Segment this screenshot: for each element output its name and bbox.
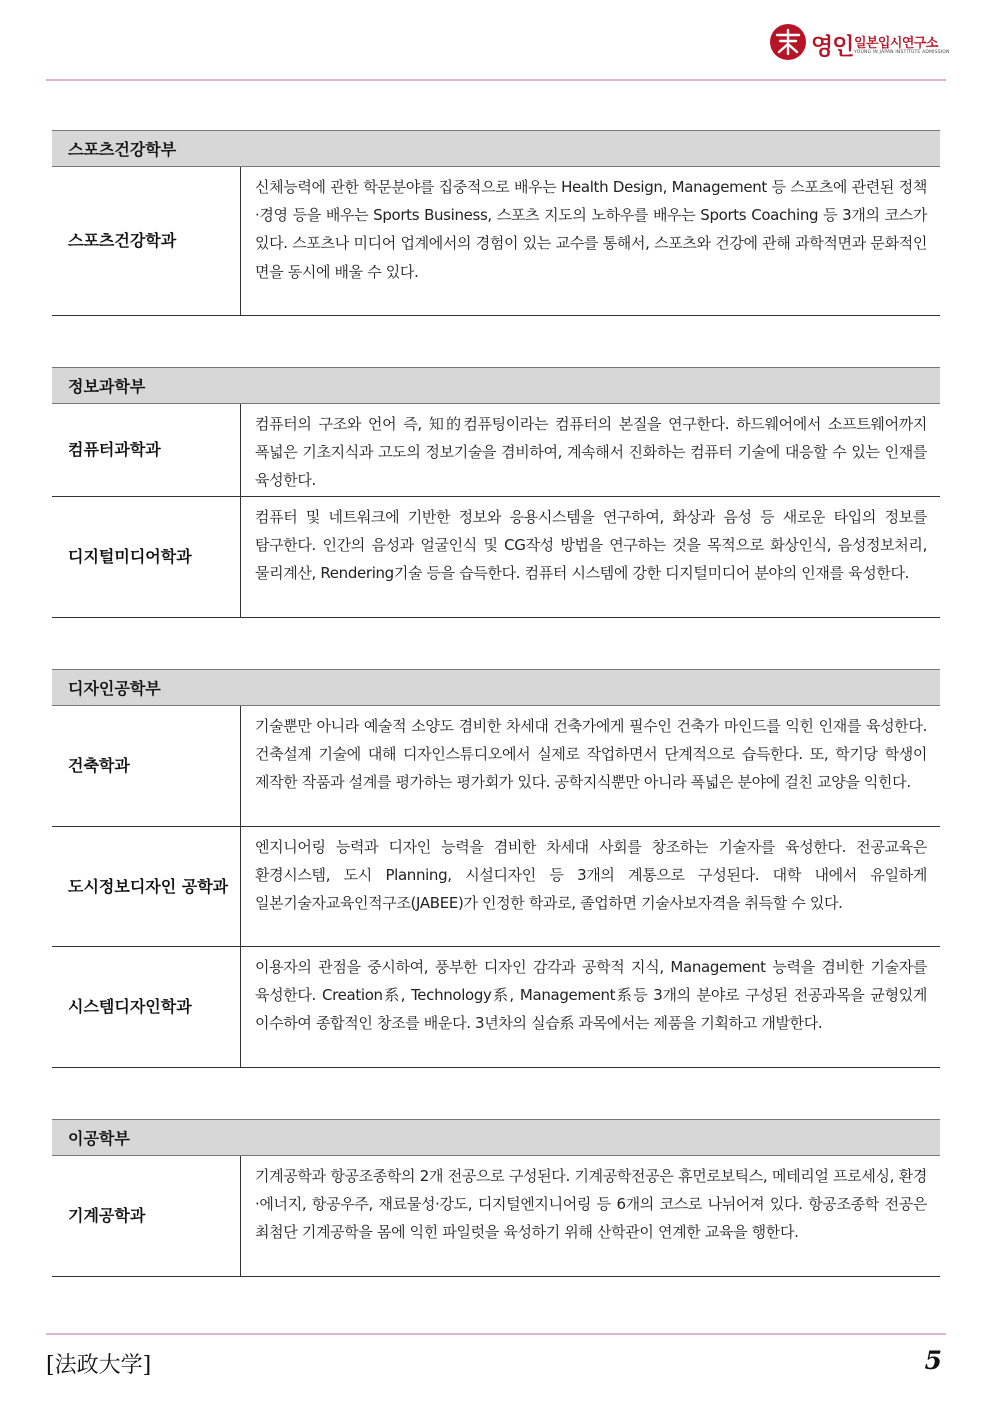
faculty-title: 이공학부 [52, 1119, 940, 1156]
department-row [52, 706, 940, 827]
faculty-section [52, 1119, 940, 1277]
brand-english: YOUNG IN JAPAN INSTITUTE ADMISSION [854, 50, 950, 55]
department-description: 엔지니어링 능력과 디자인 능력을 겸비한 차세대 사회를 창조하는 기술자를 육성한다. 전공교육은 환경시스템, 도시 Planning, 시설디자인 등 3개의 계통으로 구성된다. 대학 내에서 유일하게 일본기술자교육인적구조(JABEE)가 인정한 학과로, 졸업하면 기술사보자격을 취득할 수 있다. [255, 838, 927, 913]
faculty-title: 정보과학부 [52, 367, 940, 404]
school-name: [法政大学] [46, 1353, 152, 1378]
faculty-title: 스포츠건강학부 [52, 130, 940, 167]
faculty-section [52, 367, 940, 618]
faculty-section [52, 130, 940, 316]
department-description: 기계공학과 항공조종학의 2개 전공으로 구성된다. 기계공학전공은 휴먼로보틱스, 메테리얼 프로세싱, 환경·에너지, 항공우주, 재료물성·강도, 디지털엔지니어링 등 6개의 코스로 나뉘어져 있다. 항공조종학 전공은 최첨단 기계공학을 몸에 익힌 파일럿을 육성하기 위해 산학관이 연계한 교육을 행한다. [255, 1167, 927, 1242]
department-name: 디지털미디어학과 [52, 497, 241, 617]
department-description: 이용자의 관점을 중시하여, 풍부한 디자인 감각과 공학적 지식, Management 능력을 겸비한 기술자를 육성한다. Creation系, Technology系, Management系등 3개의 분야로 구성된 전공과목을 균형있게 이수하여 종합적인 창조를 배운다. 3년차의 실습系 과목에서는 제품을 기획하고 개발한다. [255, 958, 927, 1033]
department-name: 건축학과 [52, 706, 241, 826]
brand-subtitle: 일본입시연구소 [854, 36, 938, 51]
department-name: 도시정보디자인 공학과 [52, 827, 241, 946]
department-name: 컴퓨터과학과 [52, 404, 241, 496]
department-name: 기계공학과 [52, 1156, 241, 1276]
department-description: 기술뿐만 아니라 예술적 소양도 겸비한 차세대 건축가에게 필수인 건축가 마인드를 익힌 인재를 육성한다. 건축설계 기술에 대해 디자인스튜디오에서 실제로 작업하면서 단계적으로 습득한다. 또, 학기당 학생이 제작한 작품과 설계를 평가하는 평가회가 있다. 공학지식뿐만 아니라 폭넓은 분야에 걸친 교양을 익힌다. [255, 717, 927, 792]
department-name: 시스템디자인학과 [52, 947, 241, 1067]
faculty-section [52, 669, 940, 1068]
department-row [52, 1156, 940, 1277]
faculty-title: 디자인공학부 [52, 669, 940, 706]
brand-name: 영인 [811, 34, 854, 60]
institute-logo [768, 20, 958, 68]
department-name: 스포츠건강학과 [52, 167, 241, 315]
page-number: 5 [924, 1346, 942, 1375]
department-description: 신체능력에 관한 학문분야를 집중적으로 배우는 Health Design, Management 등 스포츠에 관련된 정책·경영 등을 배우는 Sports Business, 스포츠 지도의 노하우를 배우는 Sports Coaching 등 3개의 코스가 있다. 스포츠나 미디어 업계에서의 경험이 있는 교수를 통해서, 스포츠와 건강에 관해 과학적면과 문화적인 면을 동시에 배울 수 있다. [255, 178, 927, 281]
department-row [52, 167, 940, 316]
department-description: 컴퓨터의 구조와 언어 즉, 知的컴퓨팅이라는 컴퓨터의 본질을 연구한다. 하드웨어에서 소프트웨어까지 폭넓은 기초지식과 고도의 정보기술을 겸비하여, 계속해서 진화하는 컴퓨터 기술에 대응할 수 있는 인재를 육성한다. [255, 415, 927, 490]
logo-seal-icon [768, 22, 808, 62]
department-row [52, 947, 940, 1068]
footer-divider [46, 1333, 946, 1335]
header-divider [46, 79, 946, 81]
department-description: 컴퓨터 및 네트워크에 기반한 정보와 응용시스템을 연구하여, 화상과 음성 등 새로운 타입의 정보를 탐구한다. 인간의 음성과 얼굴인식 및 CG작성 방법을 연구하는 것을 목적으로 화상인식, 음성정보처리, 물리계산, Rendering기술 등을 습득한다. 컴퓨터 시스템에 강한 디지털미디어 분야의 인재를 육성한다. [255, 508, 927, 583]
department-row [52, 827, 940, 947]
department-row [52, 404, 940, 497]
department-row [52, 497, 940, 618]
